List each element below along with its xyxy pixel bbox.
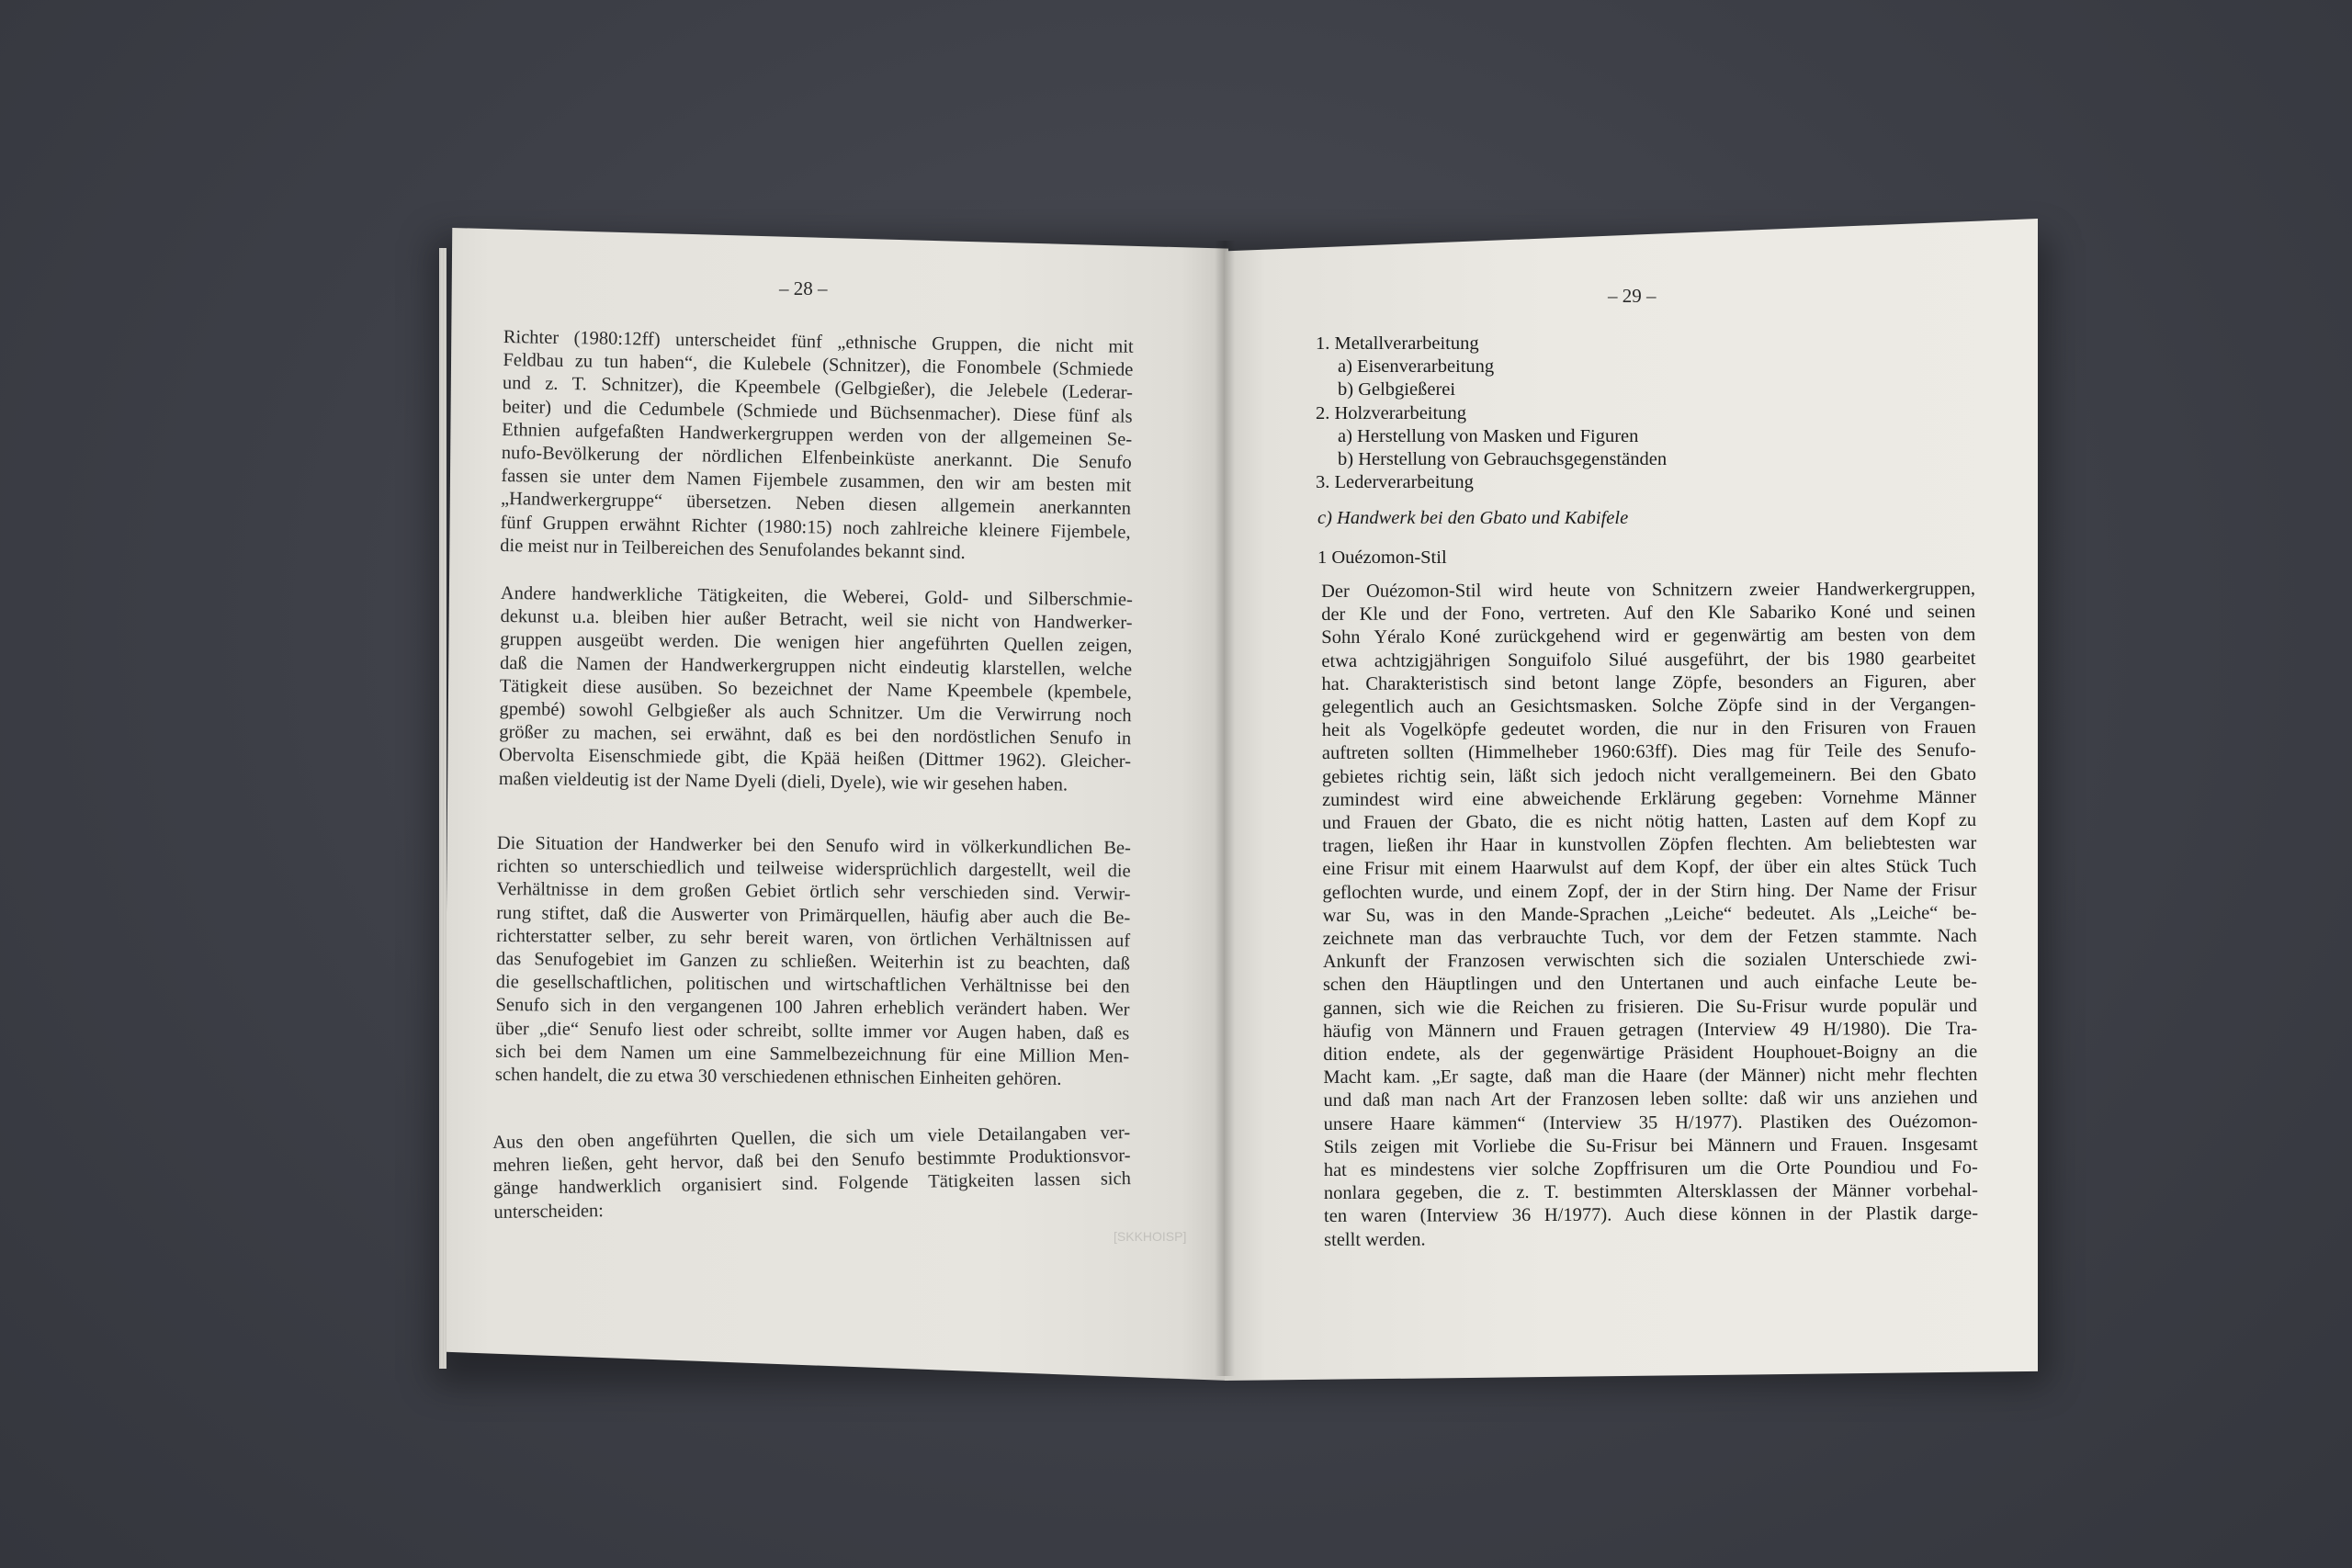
text-line: ten waren (Interview 36 H/1977). Auch diese können in der Plastik darge- — [1323, 1203, 1979, 1227]
text-line: schen den Häuptlingen und den Untertanen und auch einfache Leute be- — [1322, 972, 1977, 996]
text-line: geflochten wurde, und einem Zopf, der in der Stirn hing. Der Name der Frisur — [1322, 879, 1977, 903]
text-line: fünf Gruppen erwähnt Richter (1980:15) noch zahlreiche kleinere Fijembele, — [500, 512, 1131, 543]
text-line: das Senufogebiet im Ganzen zu schließen. Weiterhin ist zu beachten, daß — [495, 949, 1130, 975]
text-line: mehren ließen, geht hervor, daß bei den Senufo bestimmte Produktionsvor- — [492, 1145, 1131, 1177]
text-line: Obervolta Eisenschmiede gibt, die Kpää heißen (Dittmer 1962). Gleicher- — [498, 745, 1132, 773]
list-item: 3. Lederverarbeitung — [1316, 472, 1474, 493]
left-paragraph-3 — [495, 832, 1131, 1092]
left-paragraph-1 — [500, 326, 1134, 568]
left-paragraph-2 — [499, 582, 1133, 797]
text-line: tragen, ließen ihr Haar in kunstvollen Zöpfen flechten. Am beliebtesten war — [1322, 833, 1977, 857]
text-line: gruppen ausgeübt werden. Die wenigen hier angeführten Quellen zeigen, — [500, 629, 1133, 657]
text-line: Richter (1980:12ff) unterscheidet fünf „ethnische Gruppen, die nicht mit — [503, 326, 1134, 357]
text-line: dekunst u.a. bleiben hier außer Betracht, weil sie nicht von Handwerker- — [500, 606, 1133, 634]
text-line: war Su, was in den Mande-Sprachen „Leiche“ bedeutet. Als „Leiche“ be- — [1322, 902, 1977, 926]
text-line: Andere handwerkliche Tätigkeiten, die Weberei, Gold- und Silberschmie- — [500, 582, 1133, 611]
list-subitem: a) Eisenverarbeitung — [1338, 356, 1495, 378]
text-line: Macht kam. „Er sagte, daß man die Haare (der Männer) nicht mehr flechten — [1323, 1065, 1978, 1089]
text-line: die gesellschaftlichen, politischen und wirtschaftlichen Verhältnisse bei den — [495, 972, 1130, 998]
text-line: Tätigkeit diese ausüben. So bezeichnet der Name Kpeembele (kpembele, — [499, 675, 1132, 704]
text-line: richten so unterschiedlich und teilweise widersprüchlich dargestellt, weil die — [496, 856, 1131, 882]
list-subitem: b) Herstellung von Gebrauchsgegenständen — [1338, 449, 1668, 470]
text-line: maßen vieldeutig ist der Name Dyeli (dieli, Dyele), wie wir gesehen haben. — [498, 768, 1069, 795]
text-line: nonlara gegeben, die z. T. bestimmten Altersklassen der Männer vorbehal- — [1323, 1180, 1978, 1204]
text-line: richterstatter selber, zu sehr bereit waren, von örtlichen Verhältnissen auf — [496, 925, 1131, 952]
text-line: Der Ouézomon-Stil wird heute von Schnitzern zweier Handwerkergruppen, — [1321, 578, 1976, 602]
text-line: eine Frisur mit einem Haarwulst auf dem Kopf, der über ein altes Stück Tuch — [1322, 856, 1977, 880]
text-line: Ankunft der Franzosen verwischten sich die sozialen Unterschiede zwi- — [1322, 949, 1977, 973]
text-line: gelegentlich auch an Gesichtsmasken. Solche Zöpfe sind in der Vergangen- — [1321, 694, 1976, 718]
text-line: unsere Haare kämmen“ (Interview 35 H/1977). Plastiken des Ouézomon- — [1323, 1111, 1978, 1134]
text-line: und daß man nach Art der Franzosen leben sollte: daß wir uns anziehen und — [1323, 1088, 1978, 1111]
book-gutter — [1215, 241, 1235, 1376]
text-line: gpembé) sowohl Gelbgießer als auch Schnitzer. Um die Verwirrung noch — [499, 699, 1132, 727]
text-line: und z. T. Schnitzer), die Kpeembele (Gelbgießer), die Jelebele (Lederar- — [502, 373, 1134, 404]
text-line: die meist nur in Teilbereichen des Senufolandes bekannt sind. — [500, 535, 966, 563]
text-line: nufo-Bevölkerung der nördlichen Elfenbeinküste anerkannt. Die Senufo — [501, 442, 1132, 473]
section-heading: c) Handwerk bei den Gbato und Kabifele — [1317, 508, 1629, 528]
bleed-through-text: [SKKHOISP] — [1114, 1229, 1187, 1244]
list-item: 2. Holzverarbeitung — [1316, 402, 1466, 423]
text-line: heit als Vogelköpfe gedeutet worden, die nur in den Frisuren von Frauen — [1321, 717, 1976, 741]
text-line: hat es mindestens vier solche Zopffrisuren um die Orte Poundiou und Fo- — [1323, 1156, 1978, 1181]
text-line: hat. Charakteristisch sind betont lange Zöpfe, besonders an Figuren, aber — [1321, 671, 1976, 694]
text-line: „Handwerkergruppe“ übersetzen. Neben diesen allgemein anerkannten — [500, 489, 1132, 520]
list-item: 1. Metallverarbeitung — [1316, 333, 1479, 354]
right-body-text — [1321, 578, 1978, 1252]
text-line: stellt werden. — [1324, 1229, 1426, 1250]
text-line: fassen sie unter dem Namen Fijembele zusammen, den wir am besten mit — [501, 466, 1132, 496]
text-line: auftreten sollten (Himmelheber 1960:63ff). Dies mag für Teile des Senufo- — [1321, 740, 1976, 764]
text-line: Feldbau zu tun haben“, die Kulebele (Schnitzer), die Fonombele (Schmiede — [503, 350, 1134, 380]
list-subitem: a) Herstellung von Masken und Figuren — [1338, 425, 1639, 446]
right-page-number: – 29 – — [1608, 285, 1657, 307]
list-subitem: b) Gelbgießerei — [1338, 379, 1456, 400]
text-line: über „die“ Senufo liest oder schreibt, sollte immer vor Augen haben, daß es — [495, 1018, 1130, 1044]
subsection-heading: 1 Ouézomon-Stil — [1317, 547, 1447, 568]
text-line: Sohn Yéralo Koné zurückgehend wird er gegenwärtig am besten von dem — [1321, 625, 1976, 649]
text-line: gannen, sich wie die Reichen zu frisieren. Die Su-Frisur wurde populär und — [1322, 995, 1978, 1019]
text-line: etwa achtzigjährigen Songuifolo Silué ausgeführt, der bis 1980 gearbeitet — [1321, 648, 1976, 671]
text-line: dition endete, als der gegenwärtige Präsident Houphouet-Boigny an die — [1323, 1041, 1978, 1066]
craft-list — [1316, 333, 1667, 494]
text-line: Stils zeigen mit Vorliebe die Su-Frisur bei Männern und Frauen. Insgesamt — [1323, 1134, 1978, 1157]
text-line: schen handelt, die zu etwa 30 verschiedenen ethnischen Einheiten gehören. — [494, 1065, 1062, 1089]
text-line: daß die Namen der Handwerkergruppen nicht eindeutig klarstellen, welche — [499, 652, 1133, 680]
text-line: größer zu machen, sei erwähnt, daß es bei den nordöstlichen Senufo in — [499, 722, 1132, 750]
page-stack-edge — [439, 248, 447, 1369]
text-line: Die Situation der Handwerker bei den Senufo wird in völkerkundlichen Be- — [496, 832, 1131, 859]
text-line: Aus den oben angeführten Quellen, die sich um viele Detailangaben ver- — [492, 1122, 1131, 1153]
left-paragraph-4 — [492, 1122, 1131, 1224]
text-line: zeichnete man das verbrauchte Tuch, vor dem der Fetzen stammte. Nach — [1322, 925, 1977, 950]
text-line: rung stiftet, daß die Auswerter von Primärquellen, häufig aber auch die Be- — [496, 902, 1131, 929]
left-page-number: – 28 – — [779, 277, 828, 299]
text-line: zumindest wird eine abweichende Erklärung gegeben: Vornehme Männer — [1321, 786, 1977, 810]
text-line: und Frauen der Gbato, die es nicht nötig hatten, Lasten auf dem Kopf zu — [1322, 809, 1977, 834]
text-line: Verhältnisse in dem großen Gebiet örtlich sehr verschieden sind. Verwir- — [496, 879, 1131, 905]
text-line: Senufo sich in den vergangenen 100 Jahren erheblich verändert haben. Wer — [495, 995, 1130, 1021]
text-line: beiter) und die Cedumbele (Schmiede und Büchsenmacher). Diese fünf als — [502, 396, 1133, 427]
text-line: gebietes richtig sein, läßt sich jedoch nicht verallgemeinern. Bei den Gbato — [1321, 763, 1976, 787]
text-line: sich bei dem Namen um eine Sammelbezeichnung für eine Million Men- — [495, 1041, 1130, 1067]
text-line: unterscheiden: — [493, 1200, 605, 1223]
text-line: der Kle und der Fono, vertreten. Auf den Kle Sabariko Koné und seinen — [1321, 602, 1976, 626]
text-line: häufig von Männern und Frauen getragen (Interview 49 H/1980). Die Tra- — [1323, 1018, 1978, 1042]
text-line: gänge handwerklich organisiert sind. Folgende Tätigkeiten lassen sich — [492, 1168, 1132, 1200]
text-line: Ethnien aufgefaßten Handwerkergruppen werden von der allgemeinen Se- — [502, 419, 1133, 450]
